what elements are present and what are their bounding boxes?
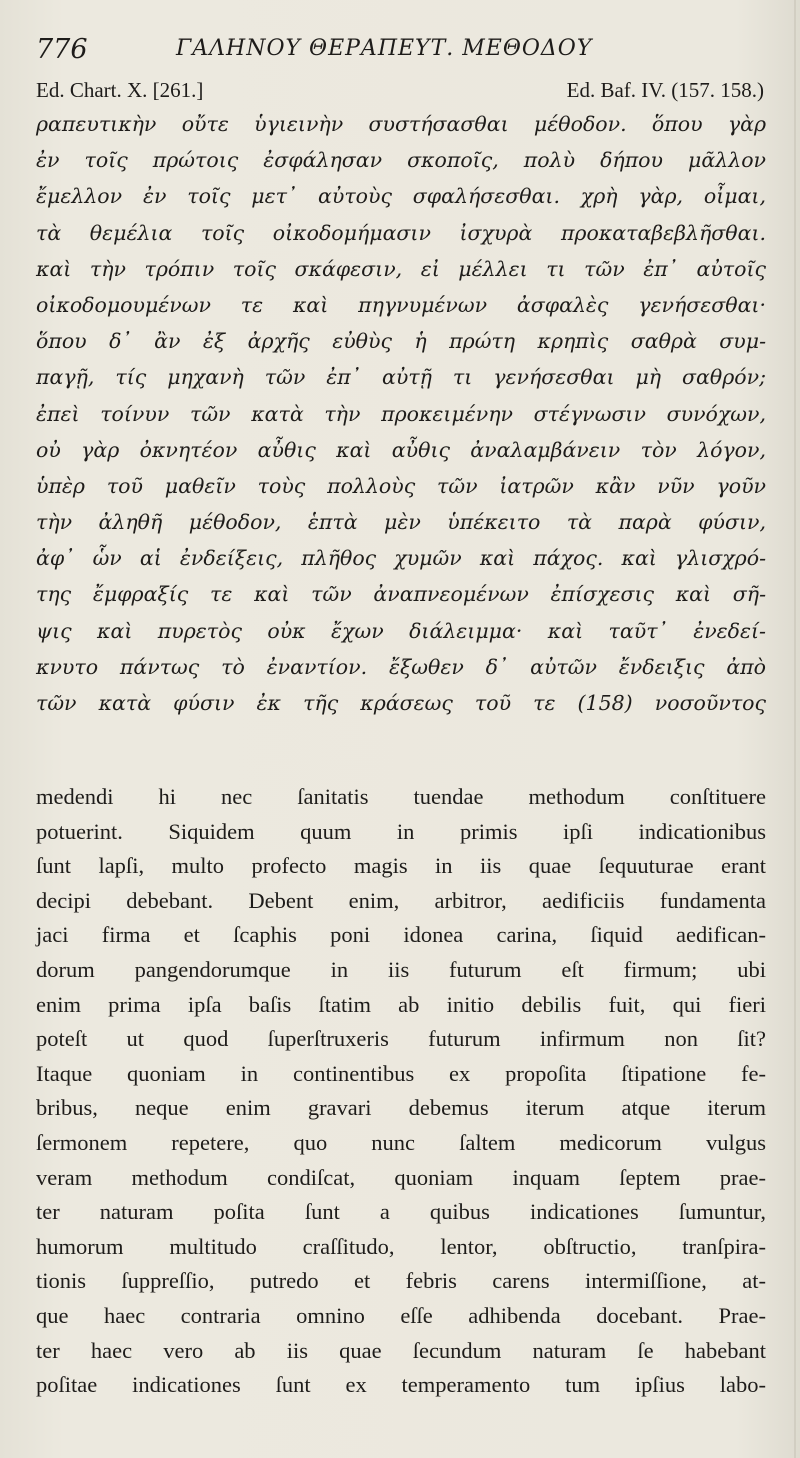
latin-text-line: potuerint. Siquidem quum in primis ipſi indicationibus xyxy=(36,818,766,844)
latin-text-line: veram methodum condiſcat, quoniam inquam ſeptem prae- xyxy=(36,1164,766,1190)
greek-text-line: ραπευτικὴν οὔτε ὑγιεινὴν συστήσασθαι μέθοδον. ὅπου γὰρ xyxy=(36,112,766,136)
latin-text-block xyxy=(36,780,766,1403)
greek-text-line: οἰκοδομουμένων τε καὶ πηγνυμένων ἀσφαλὲς γενήσεσθαι· xyxy=(36,292,766,317)
latin-text-line: poſitae indicationes ſunt ex temperamento tum ipſius labo- xyxy=(36,1372,766,1398)
running-title: ΓΑΛΗΝΟΥ ΘΕΡΑΠΕΥΤ. ΜΕΘΟΔΟΥ xyxy=(176,36,593,61)
latin-text-line: jaci firma et ſcaphis poni idonea carina, ſiquid aedifican- xyxy=(36,922,766,948)
latin-text-line: que haec contraria omnino eſſe adhibenda docebant. Prae- xyxy=(36,1302,766,1328)
edition-reference-basel: Ed. Baf. IV. (157. 158.) xyxy=(566,78,764,102)
greek-text-line: ἔμελλον ἐν τοῖς μετ᾽ αὐτοὺς σφαλήσεσθαι. χρὴ γὰρ, οἶμαι, xyxy=(36,184,766,209)
greek-text-line: κνυτο πάντως τὸ ἐναντίον. ἔξωθεν δ᾽ αὐτῶν ἔνδειξις ἀπὸ xyxy=(36,654,766,679)
latin-text-line: bribus, neque enim gravari debemus iterum atque iterum xyxy=(36,1095,766,1121)
latin-text-line: humorum multitudo craſſitudo, lentor, obſtructio, tranſpira- xyxy=(36,1233,766,1259)
edition-reference-chart: Ed. Chart. X. [261.] xyxy=(36,78,204,102)
latin-text-line: enim prima ipſa baſis ſtatim ab initio debilis fuit, qui fieri xyxy=(36,991,766,1017)
latin-text-line: ſermonem repetere, quo nunc ſaltem medicorum vulgus xyxy=(36,1129,766,1155)
greek-text-line: της ἔμφραξίς τε καὶ τῶν ἀναπνεομένων ἐπίσχεσις καὶ σῆ- xyxy=(36,582,766,607)
latin-text-line: dorum pangendorumque in iis futurum eſt firmum; ubi xyxy=(36,956,766,982)
greek-text-line: ἐν τοῖς πρώτοις ἐσφάλησαν σκοποῖς, πολὺ δήπου μᾶλλον xyxy=(36,148,766,173)
page-number: 776 xyxy=(36,34,88,65)
greek-text-line: ἀφ᾽ ὧν αἱ ἐνδείξεις, πλῆθος χυμῶν καὶ πάχος. καὶ γλισχρό- xyxy=(36,546,766,571)
greek-text-line: ὅπου δ᾽ ἂν ἐξ ἀρχῆς εὐθὺς ἡ πρώτη κρηπὶς σαθρὰ συμ- xyxy=(36,329,766,354)
latin-text-line: tionis ſuppreſſio, putredo et febris carens intermiſſione, at- xyxy=(36,1268,766,1294)
greek-text-line: ψις καὶ πυρετὸς οὐκ ἔχων διάλειμμα· καὶ ταῦτ᾽ ἐνεδεί- xyxy=(36,618,766,643)
greek-text-line: ὑπὲρ τοῦ μαθεῖν τοὺς πολλοὺς τῶν ἰατρῶν κἂν νῦν γοῦν xyxy=(36,473,766,498)
latin-text-line: ter naturam poſita ſunt a quibus indicationes ſumuntur, xyxy=(36,1199,766,1225)
greek-text-line: τὴν ἀληθῆ μέθοδον, ἑπτὰ μὲν ὑπέκειτο τὰ παρὰ φύσιν, xyxy=(36,510,766,535)
greek-text-line: καὶ τὴν τρόπιν τοῖς σκάφεσιν, εἰ μέλλει τι τῶν ἐπ᾽ αὐτοῖς xyxy=(36,256,766,281)
greek-text-line: τῶν κατὰ φύσιν ἐκ τῆς κράσεως τοῦ τε (158) νοσοῦντος xyxy=(36,691,766,715)
edition-references xyxy=(36,78,764,108)
greek-text-line: τὰ θεμέλια τοῖς οἰκοδομήμασιν ἰσχυρὰ προκαταβεβλῆσθαι. xyxy=(36,220,766,245)
page-edge-shadow xyxy=(794,0,796,1458)
greek-text-line: οὐ γὰρ ὀκνητέον αὖθις καὶ αὖθις ἀναλαμβάνειν τὸν λόγον, xyxy=(36,437,766,462)
latin-text-line: poteſt ut quod ſuperſtruxeris futurum infirmum non ſit? xyxy=(36,1026,766,1052)
greek-text-block xyxy=(36,106,766,721)
latin-text-line: medendi hi nec ſanitatis tuendae methodum conſtituere xyxy=(36,784,766,809)
latin-text-line: ſunt lapſi, multo profecto magis in iis quae ſequuturae erant xyxy=(36,853,766,879)
page-header xyxy=(36,34,766,74)
latin-text-line: Itaque quoniam in continentibus ex propoſita ſtipatione fe- xyxy=(36,1060,766,1086)
latin-text-line: ter haec vero ab iis quae ſecundum naturam ſe habebant xyxy=(36,1337,766,1363)
greek-text-line: παγῇ, τίς μηχανὴ τῶν ἐπ᾽ αὐτῇ τι γενήσεσθαι μὴ σαθρόν; xyxy=(36,365,766,390)
greek-text-line: ἐπεὶ τοίνυν τῶν κατὰ τὴν προκειμένην στέγνωσιν συνόχων, xyxy=(36,401,766,426)
latin-text-line: decipi debebant. Debent enim, arbitror, aedificiis fundamenta xyxy=(36,887,766,913)
